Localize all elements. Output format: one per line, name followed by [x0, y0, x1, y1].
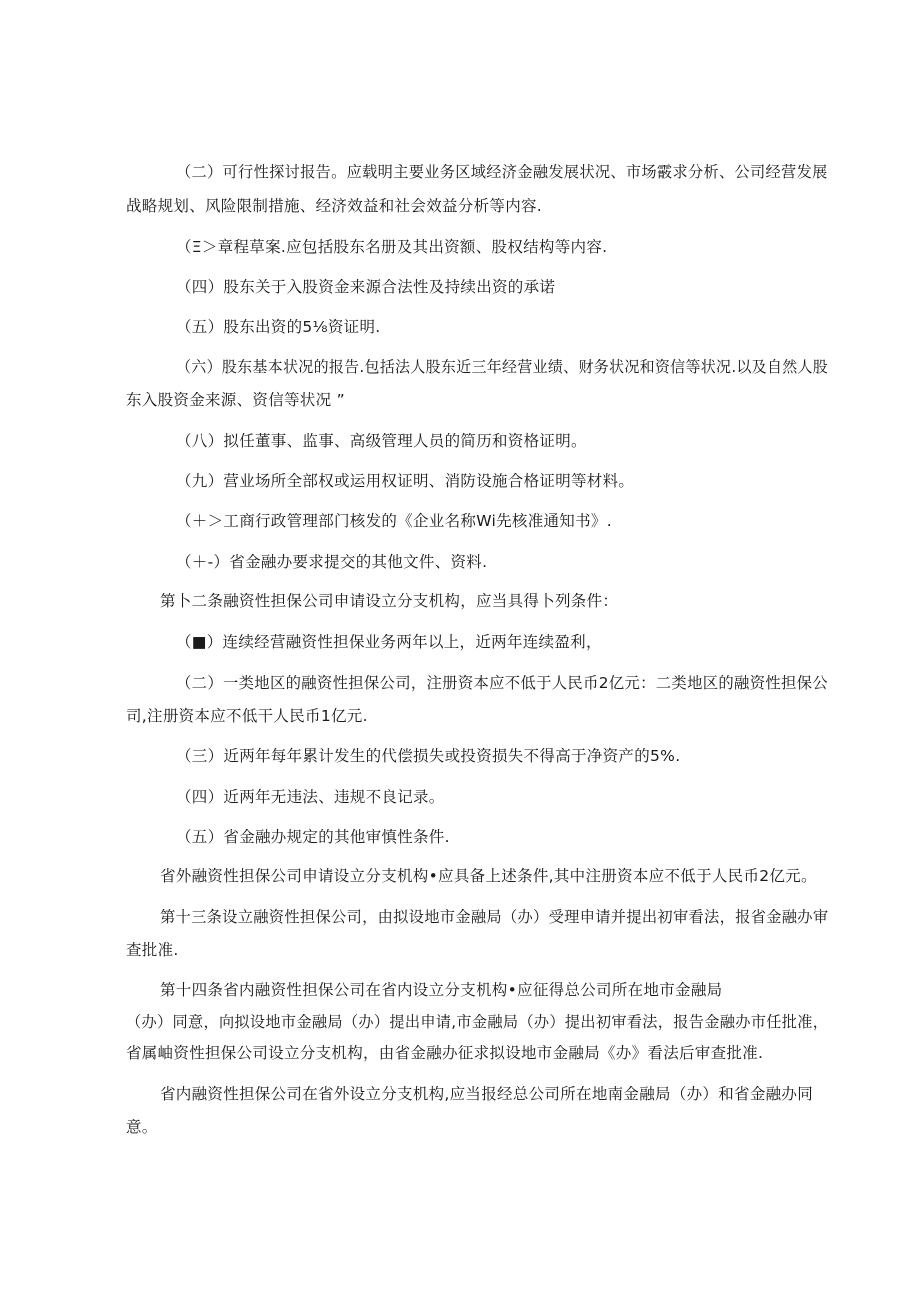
paragraph-line: （八）拟任董事、监事、高级管理人员的简历和资格证明。 [176, 432, 587, 450]
paragraph-line: （三）近两年每年累计发生的代偿损失或投资损失不得高于净资产的5%. [176, 747, 681, 765]
paragraph-line: （四）近两年无违法、违规不良记录。 [176, 788, 445, 806]
paragraph-line: 第十四条省内融资性担保公司在省内设立分支机构•应征得总公司所在地市金融局 [160, 981, 723, 999]
paragraph-line: （办）同意，向拟设地市金融局（办）提出申请,市金融局（办）提出初审看法，报告金融办市任批准， [126, 1013, 829, 1031]
paragraph-line: （六）股东基本状况的报告.包括法人股东近三年经营业绩、财务状况和资信等状况.以及自然人股 [176, 358, 829, 376]
paragraph-line: （■）连续经营融资性担保业务两年以上，近两年连续盈利， [176, 633, 602, 651]
paragraph-line: 东入股资金来源、资信等状况 ” [126, 391, 345, 409]
paragraph-line: （四）股东关于入股资金来源合法性及持续出资的承诺 [176, 278, 556, 296]
paragraph-line: （五）省金融办规定的其他审慎性条件. [176, 828, 450, 846]
paragraph-line: （九）营业场所全部权或运用权证明、消防设施合格证明等材料。 [176, 472, 635, 490]
paragraph-line: 战略规划、风险限制措施、经济效益和社会效益分析等内容. [126, 197, 543, 215]
paragraph-line: （二）可行性探讨报告。应载明主要业务区域经济金融发展状况、市场霰求分析、公司经营发展 [176, 163, 828, 181]
paragraph-line: 省属岫资性担保公司设立分支机构，由省金融办征求拟设地市金融局《办》看法后审查批准. [126, 1044, 764, 1062]
paragraph-line: （二）一类地区的融资性担保公司，注册资本应不低于人民币2亿元：二类地区的融资性担保公 [176, 674, 828, 692]
paragraph-line: 省内融资性担保公司在省外设立分支机构,应当报经总公司所在地南金融局（办）和省金融办同 [160, 1085, 814, 1103]
paragraph-line: （＋-）省金融办要求提交的其他文件、资料. [176, 553, 488, 571]
paragraph-line: 意。 [126, 1118, 158, 1136]
paragraph-line: （＋＞工商行政管理部门核发的《企业名称Wi先核准通知书》. [176, 512, 612, 530]
paragraph-line: （五）股东出资的5⅛资证明. [176, 318, 381, 336]
paragraph-line: 第卜二条融资性担保公司申请设立分支机构，应当具得卜列条件： [160, 592, 619, 610]
paragraph-line: 第十三条设立融资性担保公司，由拟设地市金融局（办）受理申请并提出初审看法，报省金融办审 [160, 908, 829, 926]
paragraph-line: 司,注册资本应不低干人民币1亿元. [126, 707, 368, 725]
paragraph-line: （Ξ＞章程草案.应包括股东名册及其出资额、股权结构等内容. [176, 238, 608, 256]
paragraph-line: 查批准. [126, 941, 179, 959]
paragraph-line: 省外融资性担保公司申请设立分支机构•应具备上述条件,其中注册资本应不低于人民币2亿元。 [160, 867, 817, 885]
